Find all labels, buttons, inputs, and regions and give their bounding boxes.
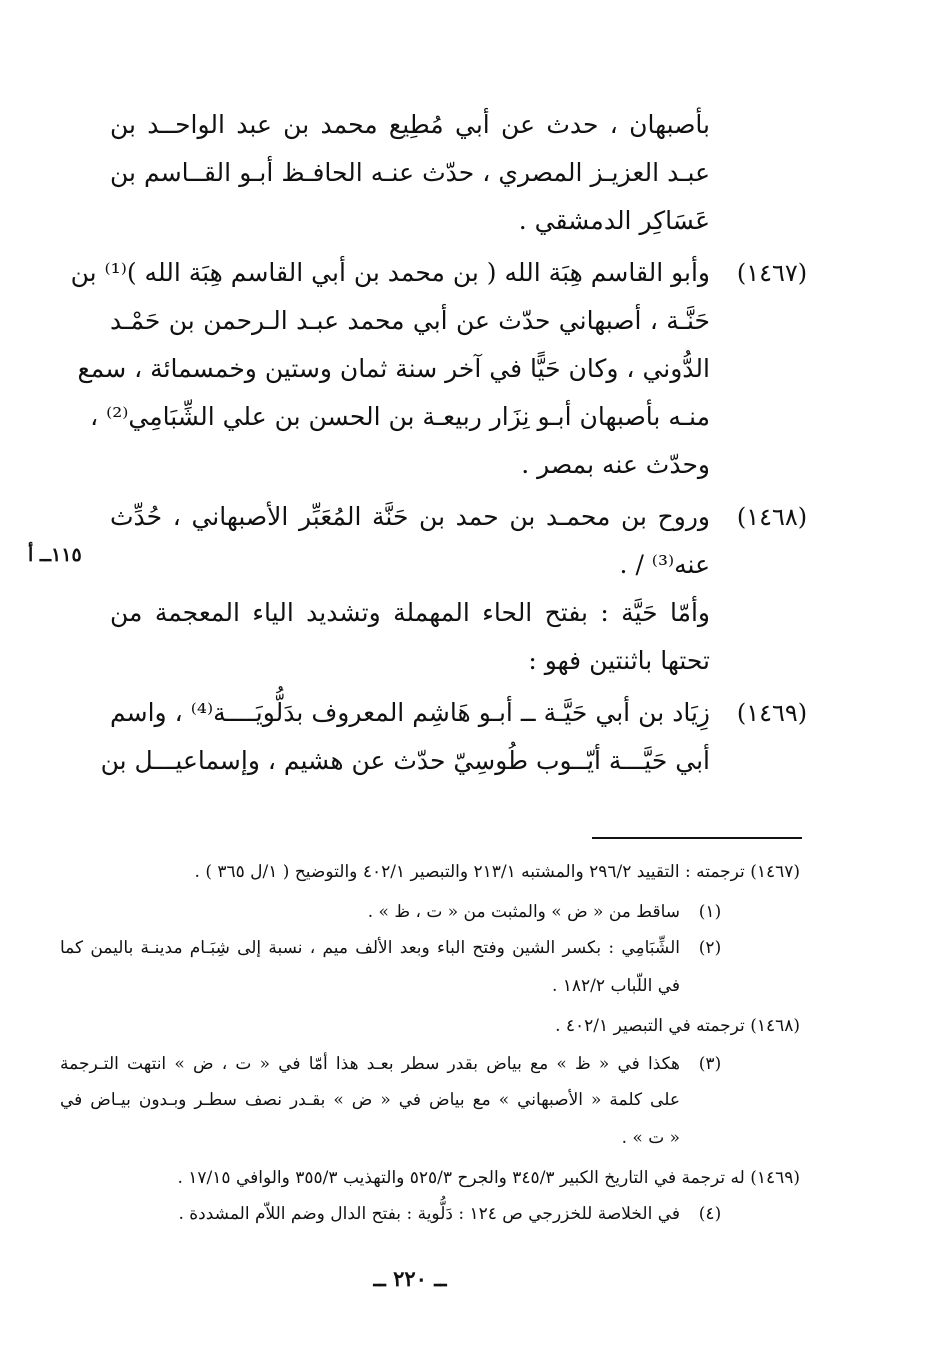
page-number: ــ ٢٢٠ ــ <box>373 1266 447 1291</box>
footnote-line: « ت » . <box>621 1128 680 1148</box>
footnote-label: (١) <box>698 902 722 922</box>
body-line: تحتها باثنتين فهو : <box>528 646 710 675</box>
footnote-line: الشِّبَامِي : بكسر الشين وفتح الباء وبعد الألف ميم ، نسبة إلى شِبَـام مدينـة باليمن كما <box>60 938 680 958</box>
footnote-line: هكذا في « ظ » مع بياض بقدر سطر بعـد هذا أمّا في « ت ، ض » انتهت التـرجمة <box>60 1054 680 1074</box>
body-line: وحدّث عنه بمصر . <box>521 450 710 479</box>
footnote-label: (٢) <box>698 938 722 958</box>
footnote-line: (١٤٦٨) ترجمته في التبصير ٤٠٢/١ . <box>555 1016 800 1036</box>
body-line: أبي حَيَّـــة أيّــوب طُوسِيّ حدّث عن هشيم ، وإسماعيـــل بن <box>100 746 710 775</box>
footnote-label: (٤) <box>698 1204 722 1224</box>
body-line: منـه بأصبهان أبـو نِزَار ربيعـة بن الحسن بن علي الشِّبَامِي⁽²⁾ ، <box>90 402 710 431</box>
body-line: بأصبهان ، حدث عن أبي مُطِيع محمد بن عبد الواحــد بن <box>110 110 710 139</box>
footnote-line: ساقط من « ض » والمثبت من « ت ، ظ » . <box>367 902 680 922</box>
entry-number: (١٤٦٨) <box>736 503 808 531</box>
footnote-label: (٣) <box>698 1054 722 1074</box>
body-line: وأبو القاسم هِبَة الله ( بن محمد بن أبي القاسم هِبَة الله )⁽¹⁾ بن <box>70 258 710 287</box>
entry-number: (١٤٦٧) <box>736 259 808 287</box>
body-line: زِيَاد بن أبي حَيَّـة ــ أبـو هَاشِم المعروف بدَلُّويَــــة⁽⁴⁾ ، واسم <box>110 698 710 727</box>
margin-folio-note: ١١٥ــ أ <box>28 544 82 566</box>
body-line: عنه⁽³⁾ / . <box>619 550 710 579</box>
footnote-line: في اللّباب ١٨٢/٢ . <box>551 976 680 996</box>
footnote-line: (١٤٦٩) له ترجمة في التاريخ الكبير ٣٤٥/٣ والجرح ٥٢٥/٣ والتهذيب ٣٥٥/٣ والوافي ١٧/١٥ . <box>177 1168 800 1188</box>
footnote-separator <box>592 837 802 839</box>
body-line: الدُّوني ، وكان حَيًّا في آخر سنة ثمان وستين وخمسمائة ، سمع <box>77 354 710 383</box>
body-line: حَنَّـة ، أصبهاني حدّث عن أبي محمد عبـد الـرحمن بن حَمْـد <box>110 306 710 335</box>
footnote-line: في الخلاصة للخزرجي ص ١٢٤ : دَلُّوية : بفتح الدال وضم اللاّم المشددة . <box>178 1204 680 1224</box>
body-line: وأمّا حَيَّة : بفتح الحاء المهملة وتشديد الياء المعجمة من <box>110 598 710 627</box>
footnote-line: (١٤٦٧) ترجمته : التقييد ٢٩٦/٢ والمشتبه ٢١٣/١ والتبصير ٤٠٢/١ والتوضيح ( ١/ل ٣٦٥ ) . <box>194 862 800 882</box>
body-line: عبـد العزيـز المصري ، حدّث عنـه الحافـظ أبـو القــاسم بن <box>110 158 710 187</box>
body-line: عَسَاكِر الدمشقي . <box>518 206 710 235</box>
entry-number: (١٤٦٩) <box>736 699 808 727</box>
body-line: وروح بن محمـد بن حمد بن حَنَّة المُعَبِّر الأصبهاني ، حُدِّث <box>110 502 710 531</box>
footnote-line: على كلمة « الأصبهاني » مع بياض في « ض » بقـدر نصف سطـر وبـدون بيـاض في <box>60 1090 680 1110</box>
